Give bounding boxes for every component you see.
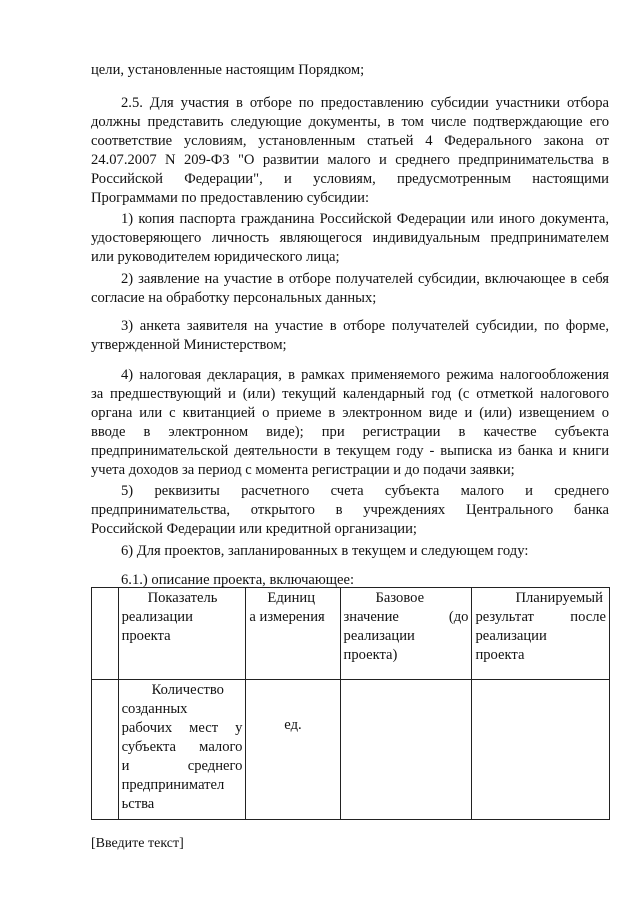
text-line: должны представить следующие документы, в том числе подтверждающие его bbox=[91, 114, 609, 130]
cell-line: проекта) bbox=[343, 647, 398, 663]
text-line: Российской Федерации", и условиям, предусмотренным настоящими bbox=[91, 171, 609, 187]
header-indicator bbox=[118, 588, 246, 680]
cell-line: ьства bbox=[121, 796, 155, 812]
paragraph-continuation bbox=[91, 61, 639, 80]
table-header-row bbox=[92, 588, 610, 680]
cell-line: рабочих мест у bbox=[121, 720, 243, 736]
header-planned-result bbox=[472, 588, 610, 680]
text-line: 24.07.2007 N 209-ФЗ "О развитии малого и среднего предпринимательства в bbox=[91, 152, 609, 168]
header-base-value bbox=[340, 588, 472, 680]
table-cell-empty bbox=[92, 680, 119, 820]
text-line: предпринимательства, открытого в учреждениях Центрального банка bbox=[91, 502, 609, 518]
text-line: согласие на обработку персональных данных; bbox=[91, 290, 377, 306]
cell-line: Показатель bbox=[147, 590, 218, 606]
table-row bbox=[92, 680, 610, 820]
table-cell-empty bbox=[92, 588, 119, 680]
cell-line: реализации bbox=[343, 628, 415, 644]
cell-line: реализации bbox=[121, 609, 193, 625]
cell-line: созданных bbox=[121, 701, 188, 717]
text-line: или руководителем юридического лица; bbox=[91, 249, 340, 265]
cell-unit: ед. bbox=[246, 680, 340, 820]
cell-indicator-jobs bbox=[118, 680, 246, 820]
cell-line: предпринимател bbox=[121, 777, 225, 793]
cell-line: и среднего bbox=[121, 758, 243, 774]
text-line: соответствие условиям, установленным статьей 4 Федерального закона от bbox=[91, 133, 609, 149]
cell-planned-result bbox=[472, 680, 610, 820]
text-line: Российской Федерации или кредитной организации; bbox=[91, 521, 417, 537]
text-line: 6) Для проектов, запланированных в текущем и следующем году: bbox=[121, 543, 529, 559]
text-line: 2) заявление на участие в отборе получателей субсидии, включающее в себя bbox=[121, 271, 609, 287]
text-line: удостоверяющего личность являющегося индивидуальным предпринимателем bbox=[91, 230, 609, 246]
text-line: органа или с квитанцией о приеме в электронном виде и (или) извещением о bbox=[91, 405, 609, 421]
cell-line: Единиц bbox=[267, 590, 316, 606]
paragraph-2-5 bbox=[91, 94, 609, 208]
cell-line: результат после bbox=[475, 609, 606, 625]
header-unit bbox=[246, 588, 340, 680]
text-line: цели, установленные настоящим Порядком; bbox=[91, 62, 365, 78]
cell-line: Базовое bbox=[375, 590, 425, 606]
text-line: Программами по предоставлению субсидии: bbox=[91, 190, 370, 206]
text-line: учета доходов за период с момента регистрации и до подачи заявки; bbox=[91, 462, 515, 478]
text-line: 1) копия паспорта гражданина Российской Федерации или иного документа, bbox=[121, 211, 609, 227]
text-line: за предшествующий и (или) текущий календарный год (с отметкой налогового bbox=[91, 386, 609, 402]
cell-line: реализации bbox=[475, 628, 547, 644]
text-line: 5) реквизиты расчетного счета субъекта малого и среднего bbox=[121, 483, 609, 499]
text-line: вводе в электронном виде); при регистрации в качестве субъекта bbox=[91, 424, 609, 440]
text-line: 4) налоговая декларация, в рамках применяемого режима налогообложения bbox=[121, 367, 609, 383]
project-indicators-table bbox=[91, 587, 610, 820]
paragraph-item-3 bbox=[91, 317, 609, 355]
text-line: предпринимательской деятельности в текущем году - выписка из банка и книги bbox=[91, 443, 609, 459]
cell-line: Планируемый bbox=[515, 590, 603, 606]
text-line: 6.1.) описание проекта, включающее: bbox=[121, 572, 355, 588]
cell-line: субъекта малого bbox=[121, 739, 243, 755]
cell-line: а измерения bbox=[249, 609, 325, 625]
text-line: 3) анкета заявителя на участие в отборе получателей субсидии, по форме, bbox=[121, 318, 609, 334]
paragraph-item-5 bbox=[91, 482, 609, 539]
paragraph-item-4 bbox=[91, 366, 609, 480]
cell-line: значение (до bbox=[343, 609, 469, 625]
paragraph-item-6 bbox=[91, 542, 609, 561]
text-line: утвержденной Министерством; bbox=[91, 337, 287, 353]
paragraph-item-2 bbox=[91, 270, 609, 308]
paragraph-item-1 bbox=[91, 210, 609, 267]
cell-line: проекта bbox=[121, 628, 171, 644]
cell-line: проекта bbox=[475, 647, 525, 663]
text-line: 2.5. Для участия в отборе по предоставлению субсидии участники отбора bbox=[121, 95, 609, 111]
footer-placeholder: [Введите текст] bbox=[91, 836, 184, 851]
cell-base-value bbox=[340, 680, 472, 820]
cell-line: Количество bbox=[151, 682, 224, 698]
